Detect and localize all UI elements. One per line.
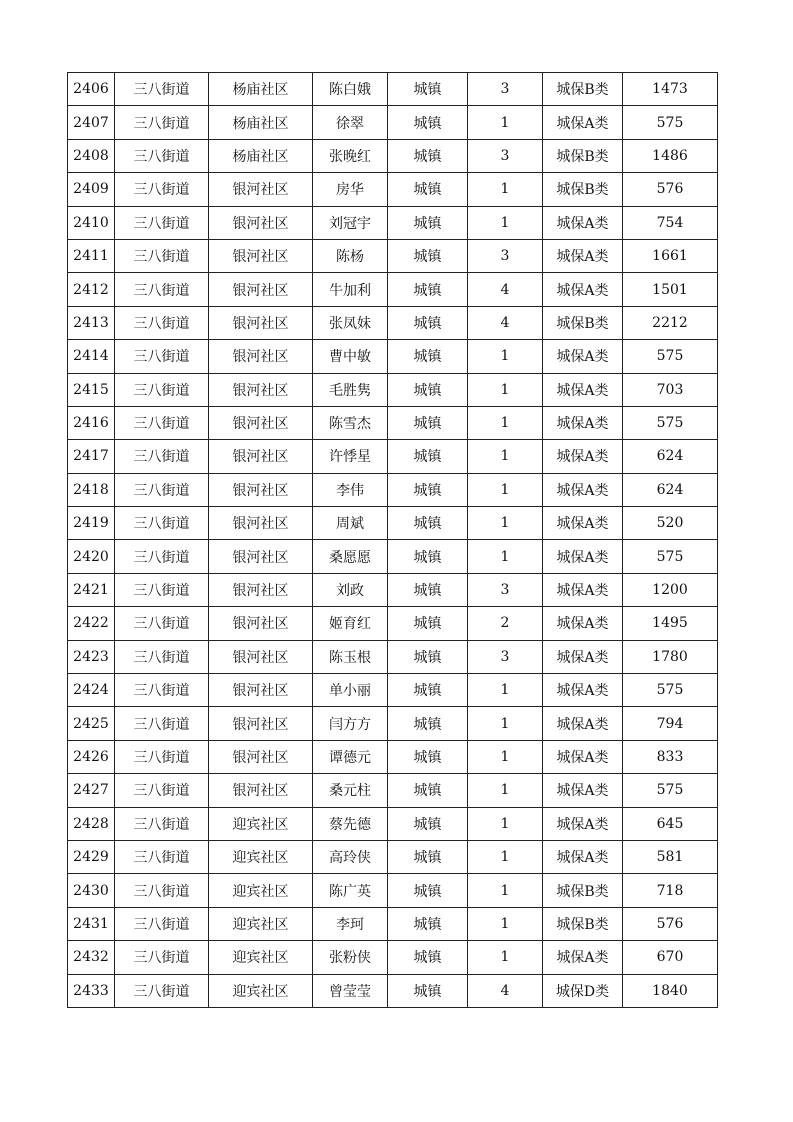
community-cell: 银河社区 (209, 573, 313, 606)
household-type-cell: 城镇 (388, 607, 468, 640)
category-cell: 城保A类 (543, 807, 623, 840)
amount-cell: 1840 (623, 974, 718, 1007)
table-row (68, 340, 718, 373)
household-size-cell: 1 (468, 106, 543, 139)
household-size-cell: 3 (468, 640, 543, 673)
name-cell: 桑元柱 (313, 774, 388, 807)
table-row (68, 473, 718, 506)
household-type-cell: 城镇 (388, 473, 468, 506)
community-cell: 银河社区 (209, 473, 313, 506)
name-cell: 刘政 (313, 573, 388, 606)
household-type-cell: 城镇 (388, 907, 468, 940)
category-cell: 城保A类 (543, 540, 623, 573)
household-type-cell: 城镇 (388, 807, 468, 840)
subdistrict-cell: 三八街道 (115, 106, 209, 139)
category-cell: 城保A类 (543, 640, 623, 673)
name-cell: 毛胜隽 (313, 373, 388, 406)
amount-cell: 754 (623, 206, 718, 239)
category-cell: 城保A类 (543, 273, 623, 306)
amount-cell: 718 (623, 874, 718, 907)
name-cell: 高玲侠 (313, 840, 388, 873)
table-row (68, 73, 718, 106)
household-size-cell: 1 (468, 406, 543, 439)
name-cell: 徐翠 (313, 106, 388, 139)
household-size-cell: 1 (468, 674, 543, 707)
household-type-cell: 城镇 (388, 373, 468, 406)
community-cell: 银河社区 (209, 774, 313, 807)
category-cell: 城保A类 (543, 507, 623, 540)
household-type-cell: 城镇 (388, 340, 468, 373)
record-number-cell: 2406 (68, 73, 115, 106)
name-cell: 张粉侠 (313, 941, 388, 974)
subdistrict-cell: 三八街道 (115, 340, 209, 373)
category-cell: 城保A类 (543, 373, 623, 406)
subdistrict-cell: 三八街道 (115, 874, 209, 907)
community-cell: 迎宾社区 (209, 840, 313, 873)
household-type-cell: 城镇 (388, 540, 468, 573)
amount-cell: 575 (623, 674, 718, 707)
category-cell: 城保B类 (543, 874, 623, 907)
category-cell: 城保A类 (543, 740, 623, 773)
table-row (68, 807, 718, 840)
category-cell: 城保A类 (543, 840, 623, 873)
amount-cell: 1780 (623, 640, 718, 673)
household-size-cell: 3 (468, 573, 543, 606)
name-cell: 曾莹莹 (313, 974, 388, 1007)
community-cell: 银河社区 (209, 607, 313, 640)
category-cell: 城保A类 (543, 573, 623, 606)
amount-cell: 1473 (623, 73, 718, 106)
amount-cell: 575 (623, 406, 718, 439)
household-size-cell: 1 (468, 473, 543, 506)
household-type-cell: 城镇 (388, 974, 468, 1007)
community-cell: 银河社区 (209, 206, 313, 239)
community-cell: 银河社区 (209, 173, 313, 206)
category-cell: 城保A类 (543, 607, 623, 640)
community-cell: 银河社区 (209, 540, 313, 573)
name-cell: 陈雪杰 (313, 406, 388, 439)
subdistrict-cell: 三八街道 (115, 840, 209, 873)
category-cell: 城保A类 (543, 473, 623, 506)
name-cell: 闫方方 (313, 707, 388, 740)
category-cell: 城保A类 (543, 674, 623, 707)
community-cell: 银河社区 (209, 640, 313, 673)
table-row (68, 406, 718, 439)
household-size-cell: 1 (468, 874, 543, 907)
amount-cell: 1486 (623, 139, 718, 172)
amount-cell: 520 (623, 507, 718, 540)
subdistrict-cell: 三八街道 (115, 406, 209, 439)
roster-table (67, 72, 718, 1008)
subdistrict-cell: 三八街道 (115, 807, 209, 840)
record-number-cell: 2413 (68, 306, 115, 339)
amount-cell: 1495 (623, 607, 718, 640)
record-number-cell: 2417 (68, 440, 115, 473)
name-cell: 单小丽 (313, 674, 388, 707)
name-cell: 陈杨 (313, 239, 388, 272)
subdistrict-cell: 三八街道 (115, 674, 209, 707)
table-row (68, 106, 718, 139)
subdistrict-cell: 三八街道 (115, 607, 209, 640)
category-cell: 城保B类 (543, 306, 623, 339)
record-number-cell: 2426 (68, 740, 115, 773)
table-row (68, 874, 718, 907)
record-number-cell: 2414 (68, 340, 115, 373)
household-type-cell: 城镇 (388, 707, 468, 740)
amount-cell: 2212 (623, 306, 718, 339)
community-cell: 银河社区 (209, 440, 313, 473)
category-cell: 城保B类 (543, 139, 623, 172)
household-size-cell: 1 (468, 373, 543, 406)
amount-cell: 576 (623, 907, 718, 940)
name-cell: 谭德元 (313, 740, 388, 773)
community-cell: 银河社区 (209, 507, 313, 540)
record-number-cell: 2423 (68, 640, 115, 673)
household-type-cell: 城镇 (388, 941, 468, 974)
subdistrict-cell: 三八街道 (115, 239, 209, 272)
subdistrict-cell: 三八街道 (115, 941, 209, 974)
record-number-cell: 2411 (68, 239, 115, 272)
community-cell: 迎宾社区 (209, 907, 313, 940)
record-number-cell: 2416 (68, 406, 115, 439)
amount-cell: 624 (623, 440, 718, 473)
household-size-cell: 1 (468, 173, 543, 206)
subdistrict-cell: 三八街道 (115, 473, 209, 506)
record-number-cell: 2419 (68, 507, 115, 540)
name-cell: 周斌 (313, 507, 388, 540)
amount-cell: 1200 (623, 573, 718, 606)
household-type-cell: 城镇 (388, 774, 468, 807)
subdistrict-cell: 三八街道 (115, 373, 209, 406)
community-cell: 银河社区 (209, 707, 313, 740)
amount-cell: 670 (623, 941, 718, 974)
subdistrict-cell: 三八街道 (115, 440, 209, 473)
table-row (68, 607, 718, 640)
roster-table-body (68, 73, 718, 1008)
household-size-cell: 3 (468, 239, 543, 272)
household-size-cell: 1 (468, 774, 543, 807)
name-cell: 曹中敏 (313, 340, 388, 373)
household-size-cell: 2 (468, 607, 543, 640)
category-cell: 城保D类 (543, 974, 623, 1007)
subdistrict-cell: 三八街道 (115, 974, 209, 1007)
table-row (68, 239, 718, 272)
record-number-cell: 2421 (68, 573, 115, 606)
record-number-cell: 2412 (68, 273, 115, 306)
household-size-cell: 1 (468, 907, 543, 940)
table-row (68, 440, 718, 473)
name-cell: 姬育红 (313, 607, 388, 640)
community-cell: 银河社区 (209, 373, 313, 406)
household-size-cell: 1 (468, 206, 543, 239)
subdistrict-cell: 三八街道 (115, 206, 209, 239)
table-row (68, 774, 718, 807)
household-type-cell: 城镇 (388, 440, 468, 473)
table-row (68, 173, 718, 206)
household-type-cell: 城镇 (388, 874, 468, 907)
subdistrict-cell: 三八街道 (115, 573, 209, 606)
table-row (68, 974, 718, 1007)
record-number-cell: 2407 (68, 106, 115, 139)
record-number-cell: 2427 (68, 774, 115, 807)
amount-cell: 703 (623, 373, 718, 406)
household-size-cell: 4 (468, 974, 543, 1007)
community-cell: 迎宾社区 (209, 874, 313, 907)
household-type-cell: 城镇 (388, 73, 468, 106)
category-cell: 城保A类 (543, 106, 623, 139)
household-type-cell: 城镇 (388, 573, 468, 606)
record-number-cell: 2422 (68, 607, 115, 640)
household-type-cell: 城镇 (388, 139, 468, 172)
table-row (68, 674, 718, 707)
name-cell: 张晚红 (313, 139, 388, 172)
household-type-cell: 城镇 (388, 173, 468, 206)
record-number-cell: 2408 (68, 139, 115, 172)
household-type-cell: 城镇 (388, 206, 468, 239)
category-cell: 城保B类 (543, 907, 623, 940)
table-row (68, 941, 718, 974)
household-type-cell: 城镇 (388, 840, 468, 873)
table-row (68, 573, 718, 606)
subdistrict-cell: 三八街道 (115, 139, 209, 172)
household-size-cell: 3 (468, 73, 543, 106)
household-size-cell: 1 (468, 340, 543, 373)
record-number-cell: 2425 (68, 707, 115, 740)
household-type-cell: 城镇 (388, 273, 468, 306)
subdistrict-cell: 三八街道 (115, 640, 209, 673)
community-cell: 杨庙社区 (209, 106, 313, 139)
subdistrict-cell: 三八街道 (115, 774, 209, 807)
name-cell: 蔡先德 (313, 807, 388, 840)
subdistrict-cell: 三八街道 (115, 740, 209, 773)
household-size-cell: 1 (468, 807, 543, 840)
record-number-cell: 2410 (68, 206, 115, 239)
record-number-cell: 2409 (68, 173, 115, 206)
amount-cell: 576 (623, 173, 718, 206)
community-cell: 银河社区 (209, 340, 313, 373)
record-number-cell: 2431 (68, 907, 115, 940)
amount-cell: 575 (623, 540, 718, 573)
table-row (68, 507, 718, 540)
household-type-cell: 城镇 (388, 306, 468, 339)
amount-cell: 645 (623, 807, 718, 840)
subdistrict-cell: 三八街道 (115, 707, 209, 740)
household-size-cell: 1 (468, 707, 543, 740)
category-cell: 城保B类 (543, 173, 623, 206)
household-size-cell: 1 (468, 540, 543, 573)
record-number-cell: 2433 (68, 974, 115, 1007)
name-cell: 陈广英 (313, 874, 388, 907)
community-cell: 银河社区 (209, 306, 313, 339)
table-row (68, 707, 718, 740)
subdistrict-cell: 三八街道 (115, 273, 209, 306)
amount-cell: 1661 (623, 239, 718, 272)
amount-cell: 581 (623, 840, 718, 873)
record-number-cell: 2418 (68, 473, 115, 506)
table-row (68, 139, 718, 172)
table-row (68, 273, 718, 306)
community-cell: 银河社区 (209, 674, 313, 707)
record-number-cell: 2432 (68, 941, 115, 974)
household-size-cell: 3 (468, 139, 543, 172)
name-cell: 李伟 (313, 473, 388, 506)
subdistrict-cell: 三八街道 (115, 173, 209, 206)
category-cell: 城保A类 (543, 239, 623, 272)
household-size-cell: 1 (468, 507, 543, 540)
subdistrict-cell: 三八街道 (115, 507, 209, 540)
record-number-cell: 2428 (68, 807, 115, 840)
category-cell: 城保A类 (543, 707, 623, 740)
category-cell: 城保A类 (543, 206, 623, 239)
record-number-cell: 2430 (68, 874, 115, 907)
category-cell: 城保A类 (543, 340, 623, 373)
subdistrict-cell: 三八街道 (115, 73, 209, 106)
name-cell: 牛加利 (313, 273, 388, 306)
name-cell: 陈玉根 (313, 640, 388, 673)
household-size-cell: 1 (468, 840, 543, 873)
category-cell: 城保B类 (543, 73, 623, 106)
household-type-cell: 城镇 (388, 406, 468, 439)
household-size-cell: 1 (468, 941, 543, 974)
amount-cell: 575 (623, 340, 718, 373)
amount-cell: 833 (623, 740, 718, 773)
household-size-cell: 1 (468, 740, 543, 773)
category-cell: 城保A类 (543, 406, 623, 439)
subdistrict-cell: 三八街道 (115, 907, 209, 940)
community-cell: 迎宾社区 (209, 974, 313, 1007)
community-cell: 杨庙社区 (209, 73, 313, 106)
name-cell: 许悸星 (313, 440, 388, 473)
household-type-cell: 城镇 (388, 740, 468, 773)
community-cell: 迎宾社区 (209, 807, 313, 840)
category-cell: 城保A类 (543, 774, 623, 807)
household-size-cell: 4 (468, 273, 543, 306)
name-cell: 张凤妹 (313, 306, 388, 339)
category-cell: 城保A类 (543, 440, 623, 473)
table-row (68, 206, 718, 239)
community-cell: 迎宾社区 (209, 941, 313, 974)
record-number-cell: 2424 (68, 674, 115, 707)
table-row (68, 306, 718, 339)
name-cell: 陈白娥 (313, 73, 388, 106)
community-cell: 银河社区 (209, 273, 313, 306)
name-cell: 刘冠宇 (313, 206, 388, 239)
table-row (68, 740, 718, 773)
community-cell: 银河社区 (209, 239, 313, 272)
amount-cell: 794 (623, 707, 718, 740)
record-number-cell: 2415 (68, 373, 115, 406)
table-row (68, 840, 718, 873)
amount-cell: 624 (623, 473, 718, 506)
amount-cell: 575 (623, 106, 718, 139)
record-number-cell: 2420 (68, 540, 115, 573)
table-row (68, 373, 718, 406)
household-type-cell: 城镇 (388, 674, 468, 707)
household-size-cell: 4 (468, 306, 543, 339)
name-cell: 房华 (313, 173, 388, 206)
amount-cell: 575 (623, 774, 718, 807)
subdistrict-cell: 三八街道 (115, 306, 209, 339)
category-cell: 城保A类 (543, 941, 623, 974)
household-type-cell: 城镇 (388, 507, 468, 540)
table-row (68, 540, 718, 573)
name-cell: 李珂 (313, 907, 388, 940)
community-cell: 银河社区 (209, 740, 313, 773)
table-row (68, 640, 718, 673)
community-cell: 银河社区 (209, 406, 313, 439)
table-row (68, 907, 718, 940)
household-type-cell: 城镇 (388, 106, 468, 139)
household-type-cell: 城镇 (388, 239, 468, 272)
name-cell: 桑愿愿 (313, 540, 388, 573)
record-number-cell: 2429 (68, 840, 115, 873)
amount-cell: 1501 (623, 273, 718, 306)
subdistrict-cell: 三八街道 (115, 540, 209, 573)
community-cell: 杨庙社区 (209, 139, 313, 172)
household-size-cell: 1 (468, 440, 543, 473)
household-type-cell: 城镇 (388, 640, 468, 673)
